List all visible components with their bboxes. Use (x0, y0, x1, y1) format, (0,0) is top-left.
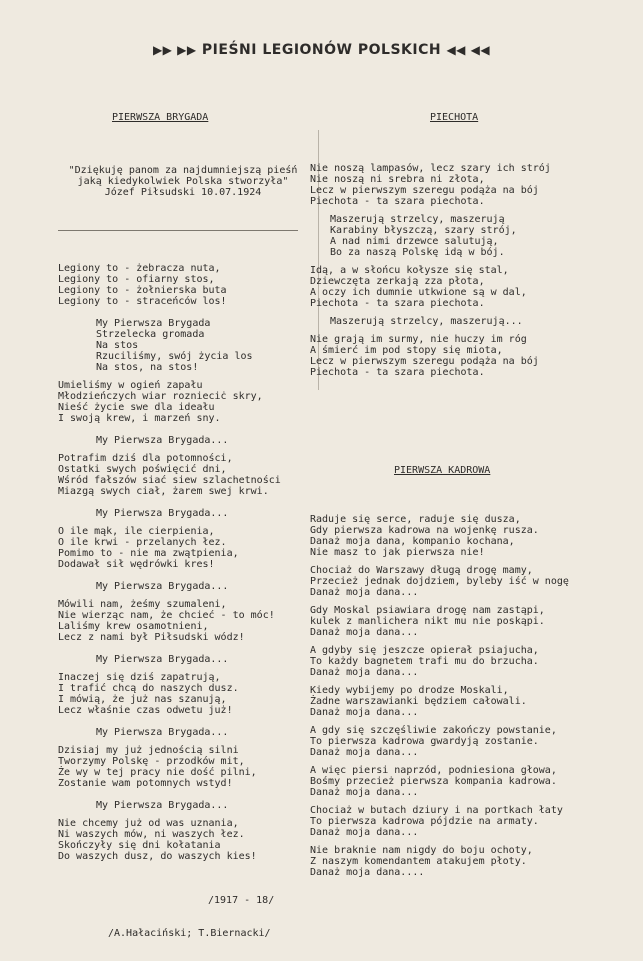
lyric-line: Mówili nam, żeśmy szumaleni, (58, 599, 227, 610)
stanza-gap (58, 592, 313, 599)
lyric-line: A nad nimi drzewce salutują, (330, 236, 499, 247)
lyric-line: O ile mąk, ile cierpienia, (58, 526, 215, 537)
lyric-line: My Pierwsza Brygada... (96, 435, 229, 446)
quote-block (58, 165, 308, 198)
lyric-line: My Pierwsza Brygada... (96, 654, 229, 665)
stanza (310, 565, 610, 598)
lyric-line: Rzuciliśmy, swój życia los (96, 351, 253, 362)
lyric-line: jaką kiedykolwiek Polska stworzyła" (77, 176, 289, 187)
lyric-line: A gdyby się jeszcze opierał psiajucha, (310, 645, 539, 656)
song-year: /1917 - 18/ (208, 895, 275, 906)
stanza-gap (58, 519, 313, 526)
ornament-right: ◀◀ ◀◀ (446, 43, 491, 57)
stanza-gap (310, 638, 610, 645)
lyric-line: Strzelecka gromada (96, 329, 205, 340)
refrain (58, 508, 313, 519)
stanza (58, 745, 313, 789)
stanza (58, 263, 313, 307)
lyric-line: Młodzieńczych wiar roznieciċ skry, (58, 391, 263, 402)
lyric-line: Nieść życie swe dla ideału (58, 402, 215, 413)
stanza-gap (58, 716, 313, 727)
stanza-gap (58, 373, 313, 380)
lyric-line: Legiony to - żołnierska buta (58, 285, 227, 296)
stanza-gap (58, 811, 313, 818)
lyric-line: Danaż moja dana... (310, 627, 419, 638)
lyric-line: Danaż moja dana, kompanio kochana, (310, 536, 515, 547)
lyric-line: Legiony to - straceńców los! (58, 296, 227, 307)
lyric-line: Danaż moja dana.... (310, 867, 425, 878)
stanza (310, 645, 610, 678)
lyric-line: To pierwsza kadrowa pójdzie na armaty. (310, 816, 539, 827)
lyric-line: Kiedy wybijemy po drodze Moskali, (310, 685, 509, 696)
lyric-line: Gdy pierwsza kadrowa na wojenkę rusza. (310, 525, 539, 536)
stanza-gap (58, 424, 313, 435)
stanza-gap (310, 758, 610, 765)
lyric-line: A oczy ich dumnie utkwione są w dal, (310, 287, 527, 298)
lyric-line: Lecz z nami był Piłsudski wódz! (58, 632, 245, 643)
stanza-gap (58, 738, 313, 745)
stanza (58, 818, 313, 862)
lyric-line: Józef Piłsudski 10.07.1924 (104, 187, 262, 198)
stanza (310, 805, 610, 838)
lyric-line: Nie masz to jak pierwsza nie! (310, 547, 485, 558)
refrain (58, 800, 313, 811)
stanza-gap (310, 718, 610, 725)
lyric-line: Raduje się serce, raduje się dusza, (310, 514, 521, 525)
stanza (310, 845, 610, 878)
lyric-line: My Pierwsza Brygada... (96, 727, 229, 738)
stanza-gap (310, 207, 610, 214)
lyric-line: Pomimo to - nie ma zwątpienia, (58, 548, 239, 559)
lyric-line: Nie chcemy już od was uznania, (58, 818, 239, 829)
page-title: PIEŚNI LEGIONÓW POLSKICH (201, 42, 442, 58)
lyric-line: I swoją krew, i marzeń sny. (58, 413, 221, 424)
lyric-line: Chociaż do Warszawy długą drogę mamy, (310, 565, 533, 576)
refrain (310, 316, 610, 327)
lyric-line: Laliśmy krew osamotnieni, (58, 621, 209, 632)
stanza-gap (310, 558, 610, 565)
lyric-line: Zostanie wam potomnych wstyd! (58, 778, 233, 789)
song-title: PIECHOTA (430, 112, 479, 123)
lyric-line: Piechota - ta szara piechota. (310, 196, 485, 207)
lyric-line: To każdy bagnetem trafi mu do brzucha. (310, 656, 539, 667)
stanzas-pierwsza-kadrowa (310, 514, 610, 885)
lyric-line: Że wy w tej pracy nie dość pilni, (58, 767, 257, 778)
lyric-line: Miazgą swych ciał, żarem swej krwi. (58, 486, 269, 497)
stanza-gap (310, 838, 610, 845)
song-title: PIERWSZA BRYGADA (112, 112, 209, 123)
stanza-gap (58, 643, 313, 654)
lyric-line: Piechota - ta szara piechota. (310, 298, 485, 309)
refrain (310, 214, 610, 258)
lyric-line: Nie noszą ni srebra ni złota, (310, 174, 485, 185)
lyric-line: Ostatki swych poświęcić dni, (58, 464, 227, 475)
song-pierwsza-brygada (58, 90, 313, 961)
lyric-line: My Pierwsza Brygada... (96, 508, 229, 519)
page-header (0, 42, 643, 58)
lyric-line: Piechota - ta szara piechota. (310, 367, 485, 378)
lyric-line: Żadne warszawianki będziem całowali. (310, 696, 527, 707)
stanza (310, 725, 610, 758)
lyric-line: Lecz właśnie czas odwetu już! (58, 705, 233, 716)
lyric-line: Gdy Moskal psiawiara drogę nam zastąpi, (310, 605, 545, 616)
lyric-line: Ni waszych mów, ni waszych łez. (58, 829, 245, 840)
refrain (58, 435, 313, 446)
ornament-left: ▶▶ ▶▶ (152, 43, 197, 57)
stanza (310, 163, 610, 207)
lyric-line: O ile krwi - przelanych łez. (58, 537, 227, 548)
lyric-line: Potrafim dziś dla potomności, (58, 453, 233, 464)
lyric-line: To pierwsza kadrowa gwardyją zostanie. (310, 736, 539, 747)
lyric-line: Karabiny błyszczą, szary strój, (330, 225, 517, 236)
lyric-line: Bo za naszą Polskę idą w bój. (330, 247, 505, 258)
lyric-line: Bośmy przecież pierwsza kompania kadrowa. (310, 776, 557, 787)
lyric-line: Na stos (96, 340, 139, 351)
lyric-line: Legiony to - ofiarny stos, (58, 274, 215, 285)
divider-line (58, 230, 298, 231)
lyric-line: Z naszym komendantem atakujem płoty. (310, 856, 527, 867)
stanza-gap (58, 665, 313, 672)
lyric-line: Do waszych dusz, do waszych kies! (58, 851, 257, 862)
stanza-gap (58, 307, 313, 318)
lyric-line: A śmierć im pod stopy się miota, (310, 345, 503, 356)
stanza-gap (310, 378, 610, 385)
lyric-line: Nie grają im surmy, nie huczy im róg (310, 334, 527, 345)
lyric-line: Legiony to - żebracza nuta, (58, 263, 221, 274)
song-title-pierwsza-kadrowa: PIERWSZA KADROWA (394, 465, 491, 476)
lyric-line: Lecz w pierwszym szeregu podąża na bój (310, 185, 539, 196)
lyric-line: Idą, a w słońcu kołysze się stal, (310, 265, 509, 276)
stanza (58, 526, 313, 570)
refrain (58, 318, 313, 373)
lyric-line: Nie braknie nam nigdy do boju ochoty, (310, 845, 533, 856)
lyric-line: Nie wierząc nam, że chcieć - to móc! (58, 610, 275, 621)
stanza-gap (58, 570, 313, 581)
lyric-line: Wśród fałszów siać siew szlachetności (58, 475, 281, 486)
stanza-gap (310, 878, 610, 885)
lyric-line: I trafić chcą do naszych dusz. (58, 683, 239, 694)
lyric-line: Na stos, na stos! (96, 362, 199, 373)
lyric-line: Danaż moja dana... (310, 707, 419, 718)
lyric-line: Danaż moja dana... (310, 827, 419, 838)
song-authors: /A.Hałaciński; T.Biernacki/ (108, 928, 271, 939)
refrain (58, 654, 313, 665)
stanza-gap (310, 309, 610, 316)
lyric-line: Danaż moja dana... (310, 587, 419, 598)
lyric-line: Nie noszą lampasów, lecz szary ich strój (310, 163, 551, 174)
stanza (58, 672, 313, 716)
stanza (58, 380, 313, 424)
stanza (310, 605, 610, 638)
stanza-gap (310, 798, 610, 805)
refrain (58, 727, 313, 738)
stanza (58, 599, 313, 643)
stanza (310, 765, 610, 798)
stanza-gap (310, 678, 610, 685)
lyric-line: Maszerują strzelcy, maszerują... (330, 316, 523, 327)
stanza-gap (310, 598, 610, 605)
lyric-line: Tworzymy Polskę - przodków mit, (58, 756, 245, 767)
lyric-line: Umieliśmy w ogień zapału (58, 380, 203, 391)
stanza-gap (310, 258, 610, 265)
stanza-gap (58, 446, 313, 453)
stanzas (58, 263, 313, 873)
lyric-line: A gdy się szczęśliwie zakończy powstanie, (310, 725, 557, 736)
lyric-line: A więc piersi naprzód, podniesiona głowa, (310, 765, 557, 776)
stanza (310, 514, 610, 558)
stanza-gap (310, 327, 610, 334)
refrain (58, 581, 313, 592)
stanza-gap (58, 789, 313, 800)
stanza (58, 453, 313, 497)
lyric-line: Dodawał sił wędrówki kres! (58, 559, 215, 570)
lyric-line: I mówią, że już nas szanują, (58, 694, 227, 705)
lyric-line: Danaż moja dana... (310, 667, 419, 678)
song-piechota (310, 90, 610, 907)
lyric-line: "Dziękuję panom za najdumniejszą pieśń (68, 165, 298, 176)
lyric-line: My Pierwsza Brygada... (96, 581, 229, 592)
lyric-line: kulek z manlichera nikt mu nie poskąpi. (310, 616, 545, 627)
stanza-gap (58, 862, 313, 873)
lyric-line: Maszerują strzelcy, maszerują (330, 214, 505, 225)
lyric-line: Danaż moja dana... (310, 787, 419, 798)
lyric-line: Inaczej się dziś zapatrują, (58, 672, 221, 683)
stanza (310, 685, 610, 718)
lyric-line: Danaż moja dana... (310, 747, 419, 758)
lyric-line: Skończyły się dni kołatania (58, 840, 221, 851)
lyric-line: My Pierwsza Brygada (96, 318, 211, 329)
lyric-line: My Pierwsza Brygada... (96, 800, 229, 811)
stanzas (310, 163, 610, 385)
stanza-gap (58, 497, 313, 508)
lyric-line: Chociaż w butach dziury i na portkach łaty (310, 805, 563, 816)
lyric-line: Przecież jednak dojdziem, byleby iść w nogę (310, 576, 569, 587)
lyric-line: Lecz w pierwszym szeregu podąża na bój (310, 356, 539, 367)
stanza (310, 334, 610, 378)
lyric-line: Dzisiaj my już jednością silni (58, 745, 239, 756)
lyric-line: Dziewczęta zerkają zza płota, (310, 276, 485, 287)
stanza (310, 265, 610, 309)
